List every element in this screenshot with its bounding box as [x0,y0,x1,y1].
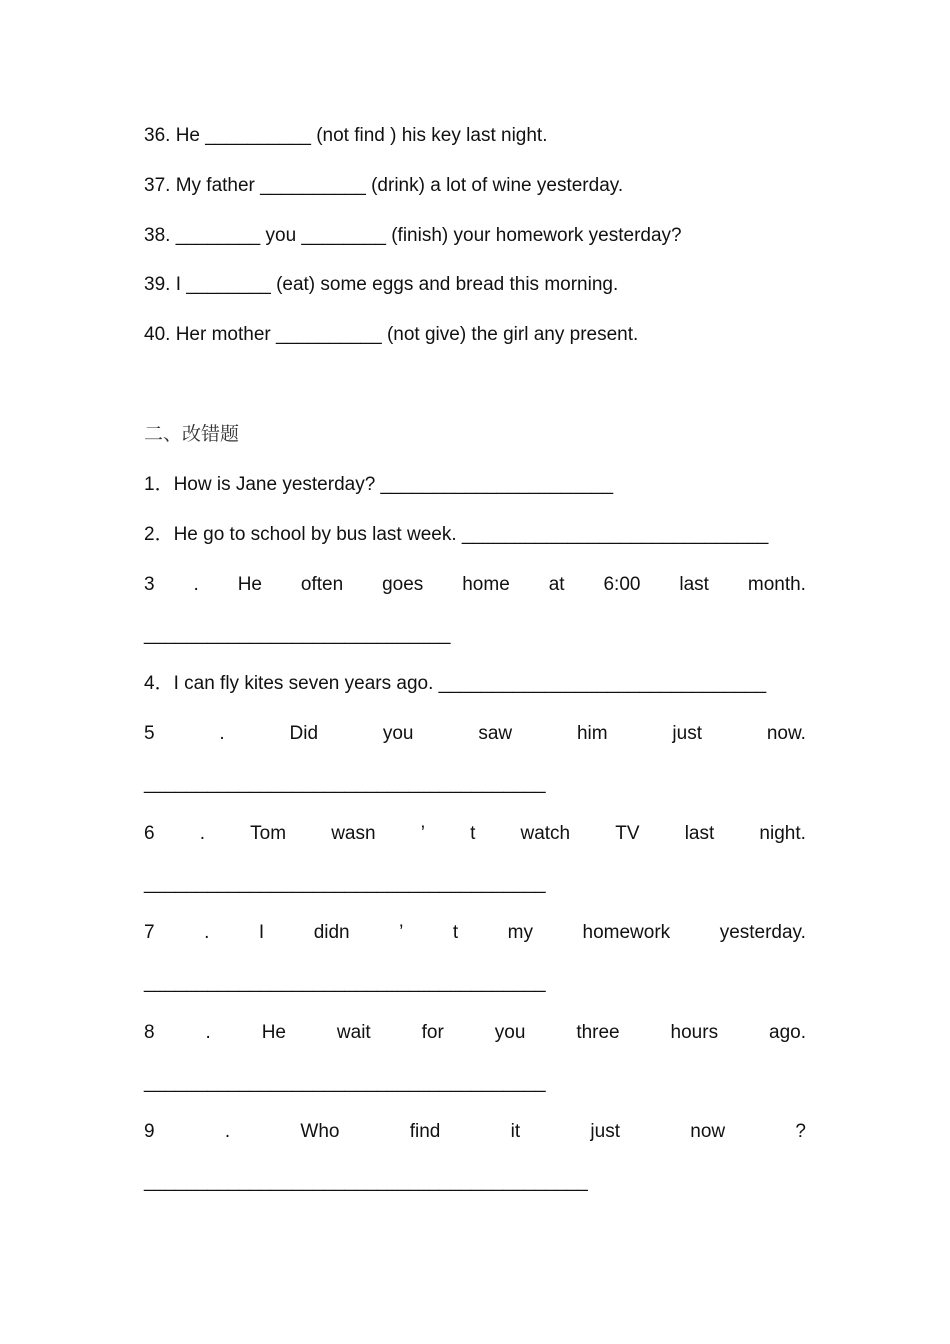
word: t [470,823,476,844]
word: now [690,1121,726,1142]
word: ago. [769,1022,806,1043]
correction-1: 1．How is Jane yesterday? ______________________ [144,474,614,495]
word: just [672,723,702,744]
word: 7 [144,922,155,943]
correction-7 [144,920,806,946]
question-36: 36. He __________ (not find ) his key last night. [144,125,548,146]
word: watch [520,823,571,844]
word: 8 [144,1022,155,1043]
word: find [409,1121,441,1142]
word: didn [313,922,350,943]
word: wait [336,1022,371,1043]
word: you [494,1022,526,1043]
word: month. [747,574,806,595]
word: ’ [420,823,425,844]
word: He [261,1022,286,1043]
word: him [576,723,608,744]
word: night. [759,823,806,844]
word: it [510,1121,521,1142]
word: 5 [144,723,155,744]
section-title: 二、改错题 [144,423,240,445]
correction-4: 4．I can fly kites seven years ago. _______________________________ [144,673,767,694]
word: Who [300,1121,340,1142]
word: at [548,574,565,595]
correction-8 [144,1020,806,1046]
word: last [679,574,709,595]
word: He [237,574,262,595]
word: t [452,922,459,943]
question-38: 38. ________ you ________ (finish) your homework yesterday? [144,225,682,246]
word: . [219,723,225,744]
correction-9 [144,1119,806,1145]
correction-5 [144,721,806,747]
correction-7-blank: ______________________________________ [144,972,546,993]
question-40: 40. Her mother __________ (not give) the girl any present. [144,324,639,345]
correction-8-blank: ______________________________________ [144,1072,546,1093]
word: Tom [250,823,287,844]
question-37: 37. My father __________ (drink) a lot of wine yesterday. [144,175,624,196]
word: yesterday. [719,922,806,943]
word: you [382,723,414,744]
word: my [507,922,533,943]
word: Did [289,723,319,744]
word: ? [795,1121,806,1142]
word: home [462,574,510,595]
word: hours [670,1022,719,1043]
word: 6:00 [603,574,641,595]
word: wasn [331,823,376,844]
word: for [421,1022,444,1043]
correction-6 [144,821,806,847]
word: 3 [144,574,155,595]
word: homework [582,922,671,943]
question-39: 39. I ________ (eat) some eggs and bread this morning. [144,274,619,295]
correction-9-blank: __________________________________________ [144,1171,588,1192]
word: I [258,922,265,943]
word: . [204,922,210,943]
word: . [224,1121,231,1142]
word: . [205,1022,211,1043]
word: three [576,1022,620,1043]
correction-3 [144,572,806,598]
word: TV [615,823,640,844]
word: ’ [399,922,404,943]
correction-6-blank: ______________________________________ [144,873,546,894]
word: now. [766,723,806,744]
correction-3-blank: _____________________________ [144,624,451,645]
word: last [684,823,715,844]
correction-5-blank: ______________________________________ [144,773,546,794]
word: . [199,823,205,844]
correction-2: 2．He go to school by bus last week. _____________________________ [144,524,769,545]
word: often [300,574,344,595]
word: saw [478,723,513,744]
word: just [590,1121,620,1142]
word: 6 [144,823,155,844]
word: goes [382,574,424,595]
word: . [193,574,199,595]
word: 9 [144,1121,155,1142]
